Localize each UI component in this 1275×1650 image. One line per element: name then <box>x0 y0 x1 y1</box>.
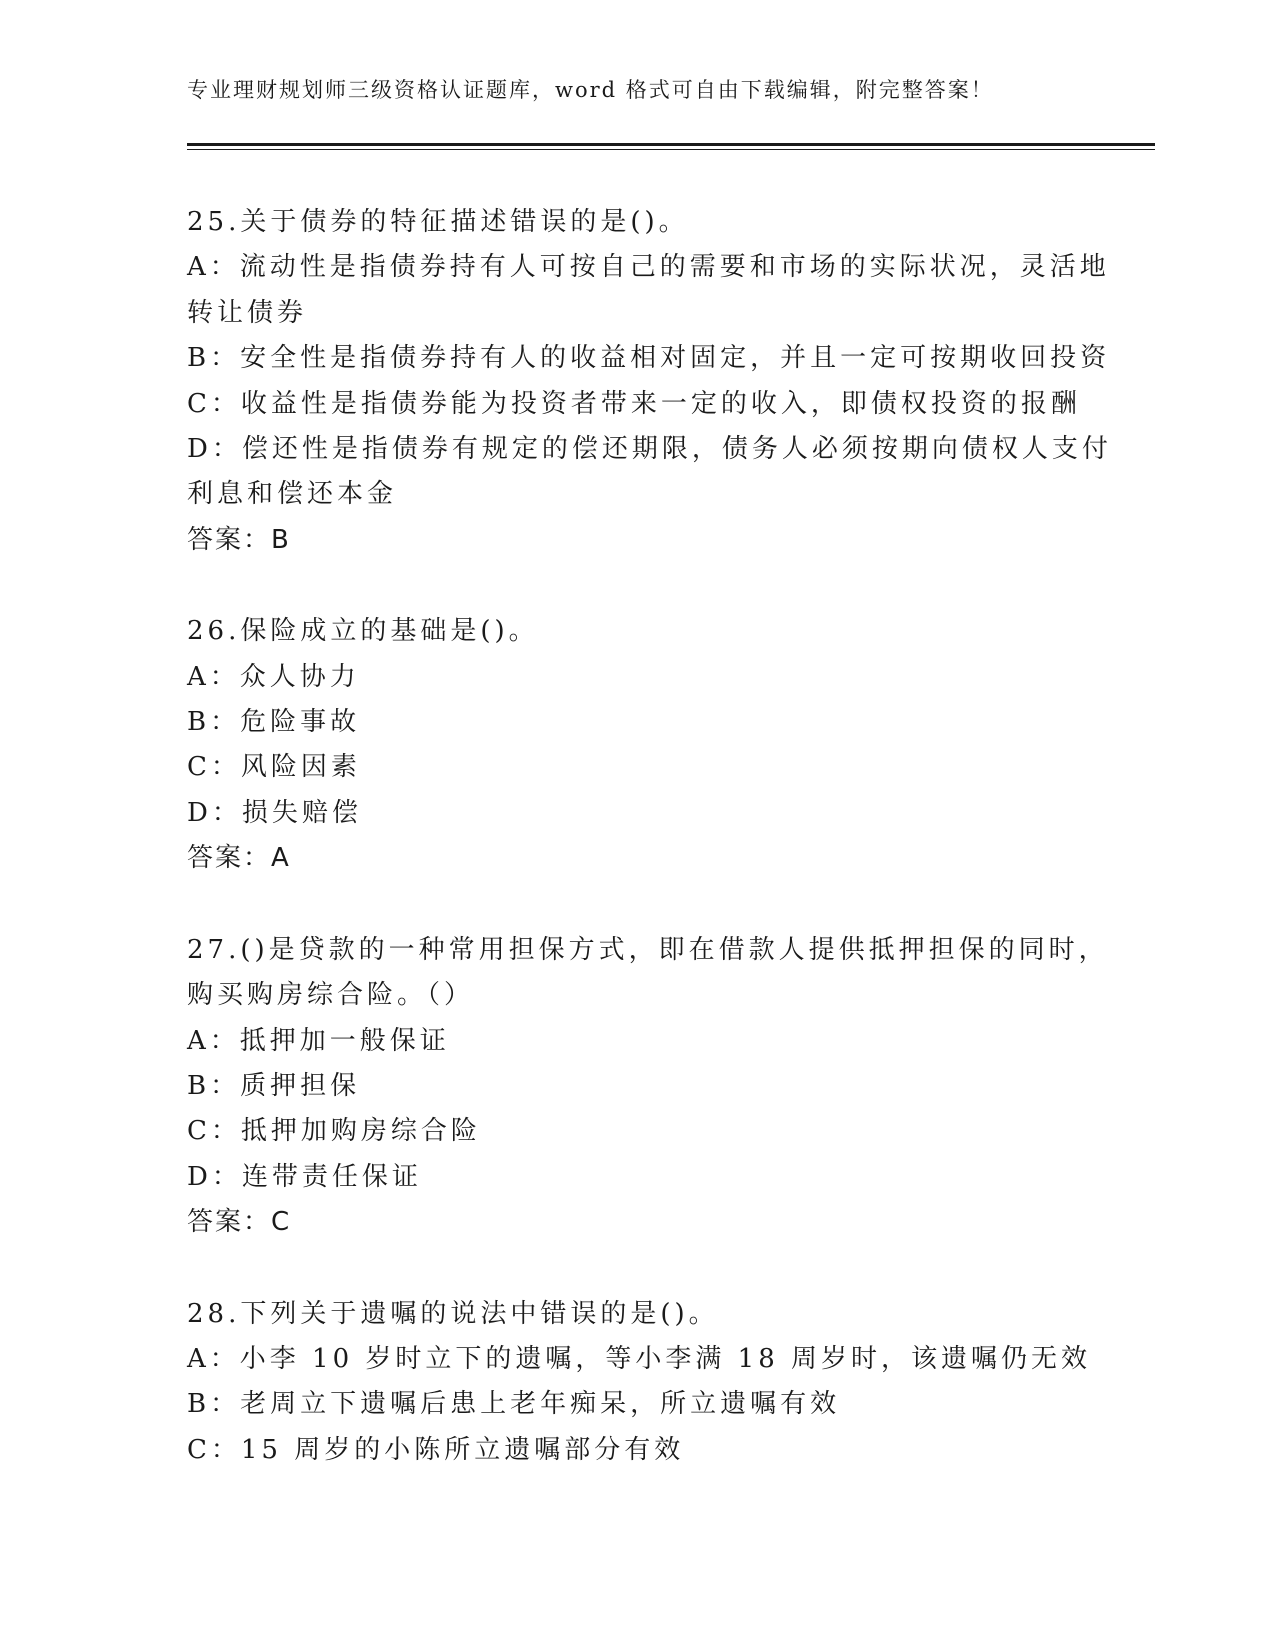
answer-label: 答案：C <box>187 1207 292 1238</box>
question-27 <box>187 928 1109 1246</box>
option-b: B：老周立下遗嘱后患上老年痴呆，所立遗嘱有效 <box>187 1389 841 1420</box>
option-c: C：15 周岁的小陈所立遗嘱部分有效 <box>187 1434 685 1465</box>
page-header: 专业理财规划师三级资格认证题库，word 格式可自由下载编辑，附完整答案！ <box>187 78 994 102</box>
option-b: B：质押担保 <box>187 1070 361 1101</box>
option-d: D：连带责任保证 <box>187 1161 422 1192</box>
question-text-continued: 购买购房综合险。（） <box>187 980 475 1011</box>
option-d: D：损失赔偿 <box>187 797 362 828</box>
header-divider-thick <box>187 143 1155 146</box>
option-b: B：安全性是指债券持有人的收益相对固定，并且一定可按期收回投资 <box>187 343 1111 374</box>
question-26 <box>187 609 1087 881</box>
option-b: B：危险事故 <box>187 707 361 738</box>
option-a: A：流动性是指债券持有人可按自己的需要和市场的实际状况，灵活地 <box>187 252 1110 283</box>
question-list <box>187 200 1112 1519</box>
question-25 <box>187 200 1112 563</box>
option-c: C：收益性是指债券能为投资者带来一定的收入，即债权投资的报酬 <box>187 388 1081 419</box>
option-a-continued: 转让债券 <box>187 297 308 328</box>
option-a: A：抵押加一般保证 <box>187 1025 450 1056</box>
question-28 <box>187 1292 1092 1474</box>
answer-label: 答案：B <box>187 524 291 555</box>
question-text: 28.下列关于遗嘱的说法中错误的是()。 <box>187 1298 719 1329</box>
header-divider-thin <box>187 149 1155 150</box>
question-text: 27.()是贷款的一种常用担保方式，即在借款人提供抵押担保的同时， <box>187 934 1109 965</box>
option-a: A：小李 10 岁时立下的遗嘱，等小李满 18 周岁时，该遗嘱仍无效 <box>187 1343 1092 1374</box>
option-c: C：抵押加购房综合险 <box>187 1116 481 1147</box>
option-d-continued: 利息和偿还本金 <box>187 479 398 510</box>
option-c: C：风险因素 <box>187 752 361 783</box>
answer-label: 答案：A <box>187 843 291 874</box>
option-a: A：众人协力 <box>187 661 360 692</box>
option-d: D：偿还性是指债券有规定的偿还期限，债务人必须按期向债权人支付 <box>187 434 1112 465</box>
question-text: 25.关于债券的特征描述错误的是()。 <box>187 207 689 237</box>
question-text: 26.保险成立的基础是()。 <box>187 616 539 647</box>
